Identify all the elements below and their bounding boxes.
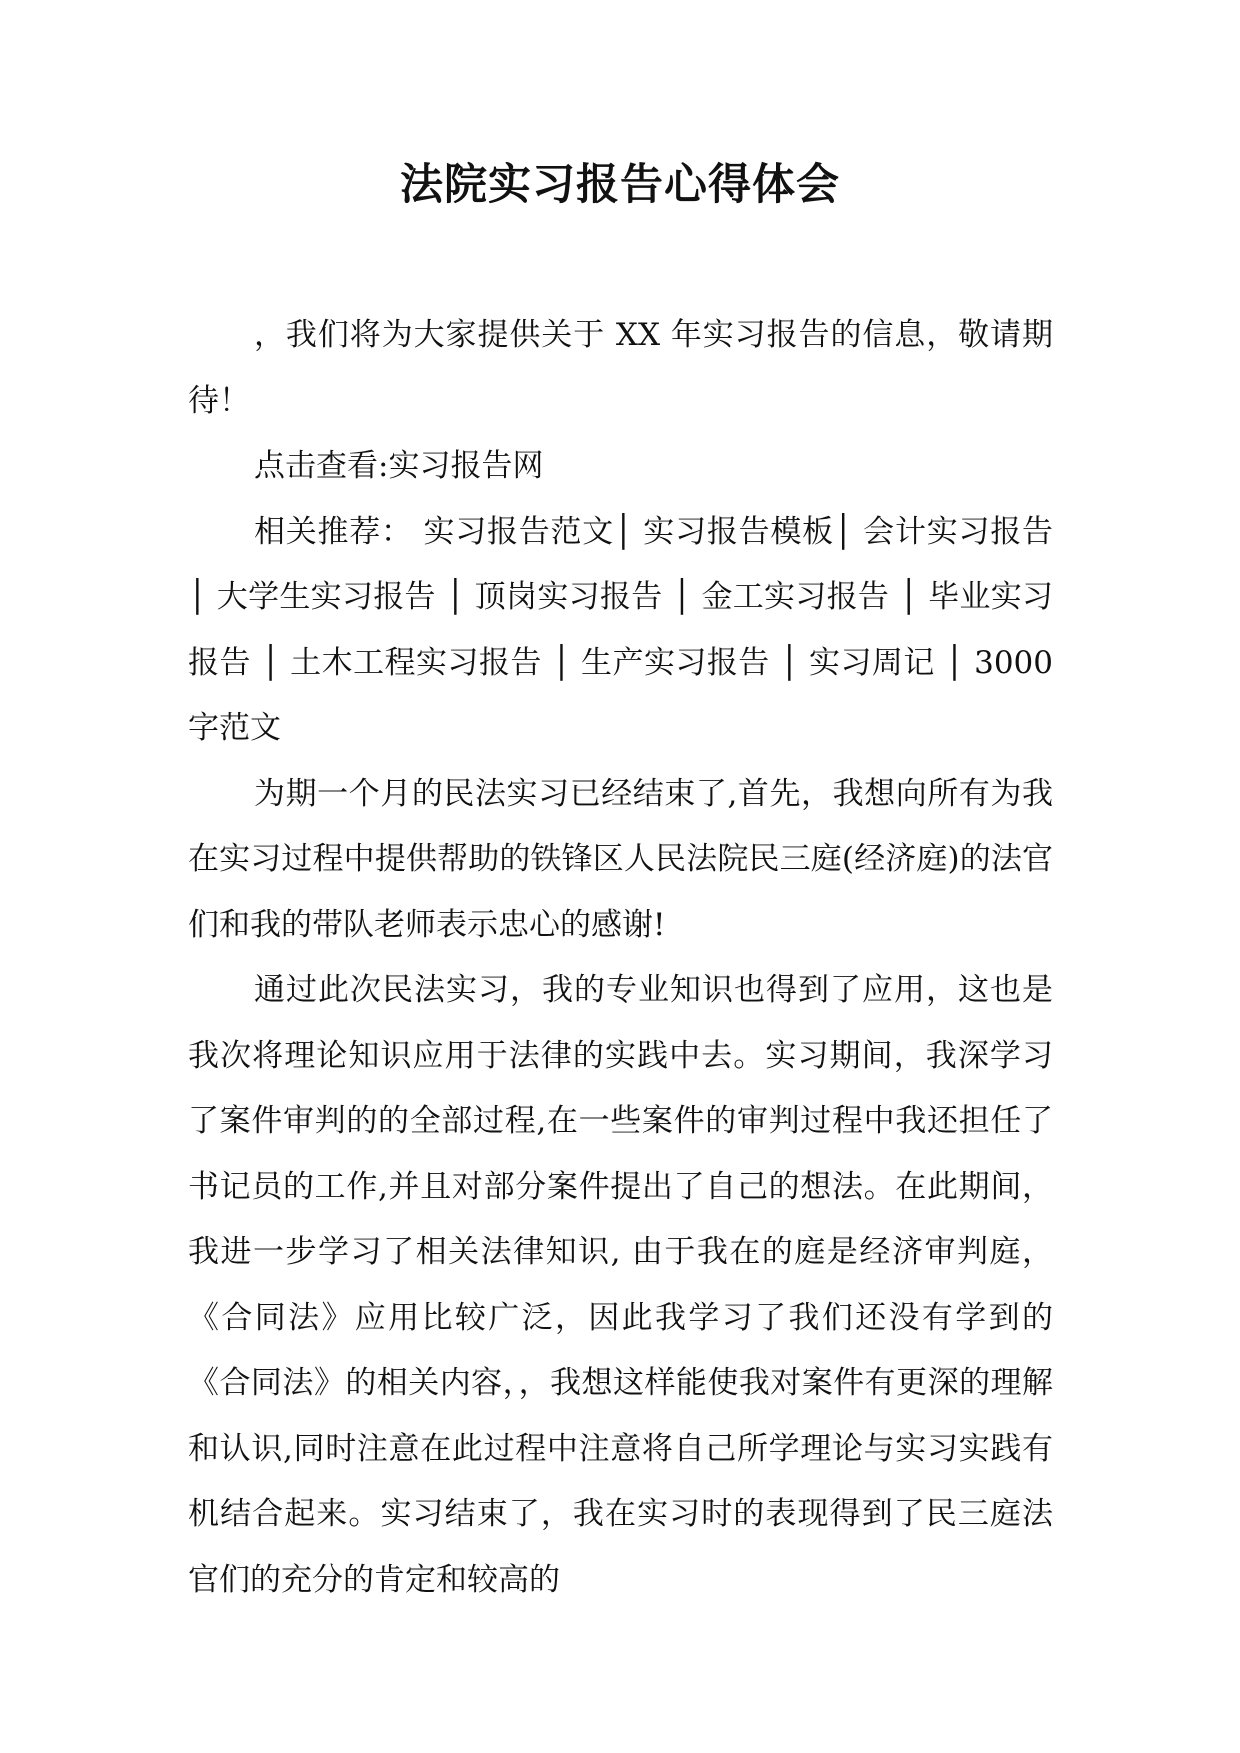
experience-paragraph: 通过此次民法实习，我的专业知识也得到了应用，这也是我次将理论知识应用于法律的实践中去。实习期间，我深学习了案件审判的的全部过程,在一些案件的审判过程中我还担任了书记员的工作,并且对部分案件提出了自己的想法。在此期间，我进一步学习了相关法律知识, 由于我在的庭是经济审判庭，《合同法》应用比较广泛，因此我学习了我们还没有学到的《合同法》的相关内容，，我想这样能使我对案件有更深的理解和认识,同时注意在此过程中注意将自己所学理论与实习实践有机结合起来。实习结束了，我在实习时的表现得到了民三庭法官们的充分的肯定和较高的 <box>188 972 1053 1598</box>
document-title: 法院实习报告心得体会 <box>400 160 840 210</box>
intro-paragraph: ，我们将为大家提供关于 XX 年实习报告的信息，敬请期待！ <box>188 317 1053 419</box>
document-body <box>188 303 1053 1613</box>
related-recommendations-paragraph: 相关推荐： 实习报告范文│ 实习报告模板│ 会计实习报告 │ 大学生实习报告 │ 顶岗实习报告 │ 金工实习报告 │ 毕业实习报告 │ 土木工程实习报告 │ 生产实习报告 │ 实习周记 │ 3000 字范文 <box>188 513 1053 746</box>
thanks-paragraph: 为期一个月的民法实习已经结束了,首先，我想向所有为我在实习过程中提供帮助的铁锋区人民法院民三庭(经济庭)的法官们和我的带队老师表示忠心的感谢! <box>188 775 1053 943</box>
view-link-paragraph: 点击查看:实习报告网 <box>254 448 544 484</box>
